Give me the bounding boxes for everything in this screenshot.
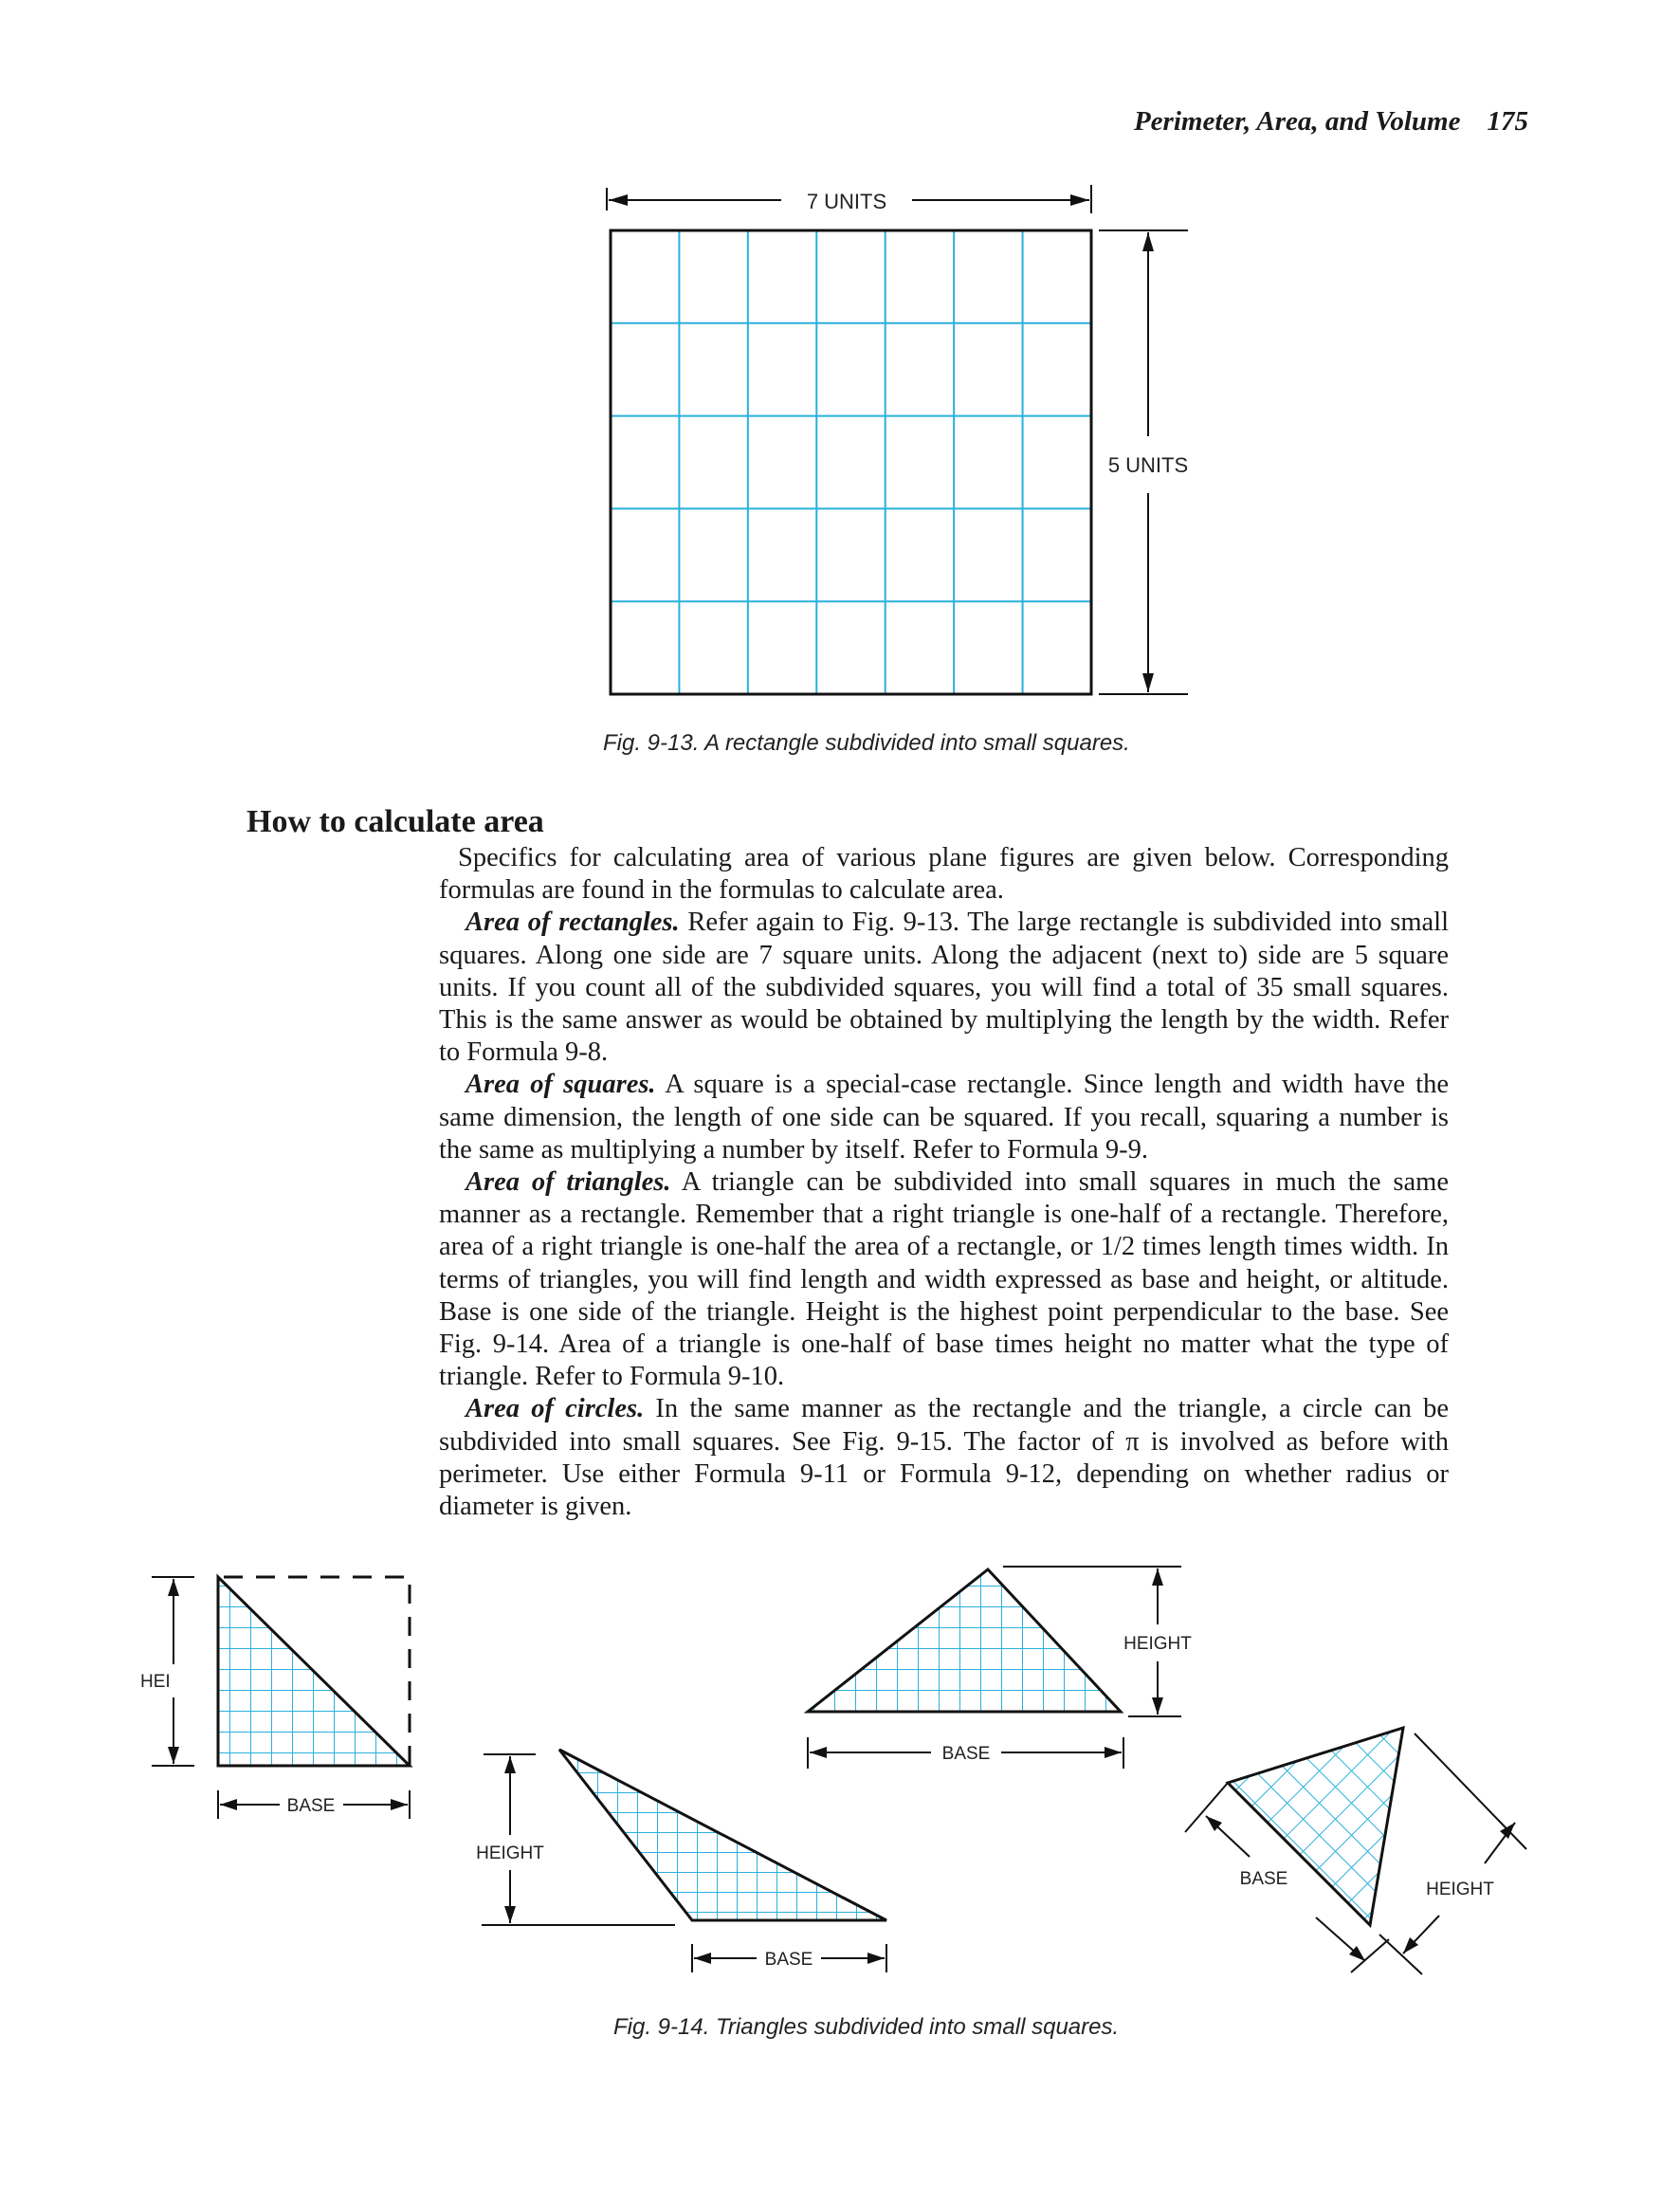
triangle-4-height-label: HEIGHT bbox=[1426, 1880, 1494, 1899]
figure-9-14-caption: Fig. 9-14. Triangles subdivided into small squares. bbox=[613, 2014, 1120, 2040]
triangle-1-height-label: HEI bbox=[140, 1672, 171, 1692]
width-label: 7 UNITS bbox=[806, 190, 887, 213]
triangle-1 bbox=[140, 1577, 410, 1819]
lead-circles: Area of circles. bbox=[466, 1394, 645, 1424]
triangle-3-height-label: HEIGHT bbox=[1123, 1634, 1192, 1654]
lead-triangles: Area of triangles. bbox=[466, 1167, 671, 1198]
figure-9-13-caption: Fig. 9-13. A rectangle subdivided into small squares. bbox=[603, 730, 1130, 756]
section-heading: How to calculate area bbox=[247, 804, 544, 839]
lead-rectangles: Area of rectangles. bbox=[466, 908, 680, 938]
triangle-4 bbox=[1185, 1728, 1526, 1974]
triangle-3-base-label: BASE bbox=[941, 1744, 991, 1764]
triangle-4-base-label: BASE bbox=[1239, 1869, 1288, 1889]
text-rectangles: Refer again to Fig. 9-13. The large rectangle is subdivided into small squares. Along one side are 7 square units. Along the adjacent (next to) side are 5 square units. If you count all of the subdivided squares, you will find a total of 35 small squares. This is the same answer as would be obtained by multiplying the length by the width. Refer to Formula 9-8. bbox=[439, 908, 1449, 1068]
triangle-1-base-label: BASE bbox=[286, 1796, 336, 1816]
height-label: 5 UNITS bbox=[1107, 453, 1189, 477]
triangle-4-shape bbox=[1228, 1728, 1403, 1925]
triangle-1-shape bbox=[218, 1577, 410, 1766]
text-triangles: A triangle can be subdivided into small squares in much the same manner as a rectangle. Remember that a right triangle is one-half of a rectangle. Therefore, area of a right triangle is one-half the area of a rectangle, or 1/2 times length times width. In terms of triangles, you will find length and width expressed as base and height, or altitude. Base is one side of the triangle. Height is the highest point perpendicular to the base. See Fig. 9-14. Area of a triangle is one-half of base times height no matter what the type of triangle. Refer to Formula 9-10. bbox=[439, 1167, 1449, 1392]
triangle-2-base-label: BASE bbox=[764, 1950, 813, 1970]
text-circles: In the same manner as the rectangle and the triangle, a circle can be subdivided into small squares. See Fig. 9-15. The factor of π is involved as before with perimeter. Use either Formula 9-11 or Formula 9-12, depending on whether radius or diameter is given. bbox=[439, 1394, 1449, 1522]
text-squares: A square is a special-case rectangle. Since length and width have the same dimension, the length of one side can be squared. If you recall, squaring a number is the same as multiplying a number by itself. Refer to Formula 9-9. bbox=[439, 1070, 1449, 1165]
triangle-3-shape bbox=[808, 1569, 1121, 1712]
triangle-2 bbox=[476, 1750, 886, 1972]
page-number: 175 bbox=[1487, 106, 1528, 137]
running-head-title: Perimeter, Area, and Volume bbox=[1133, 106, 1461, 137]
triangle-3 bbox=[808, 1567, 1192, 1769]
triangle-2-shape bbox=[559, 1750, 886, 1920]
lead-squares: Area of squares. bbox=[466, 1070, 656, 1100]
intro-paragraph: Specifics for calculating area of various plane figures are given below. Corresponding formulas are found in the formulas to calculate area. bbox=[439, 843, 1449, 906]
triangle-2-height-label: HEIGHT bbox=[476, 1843, 544, 1863]
